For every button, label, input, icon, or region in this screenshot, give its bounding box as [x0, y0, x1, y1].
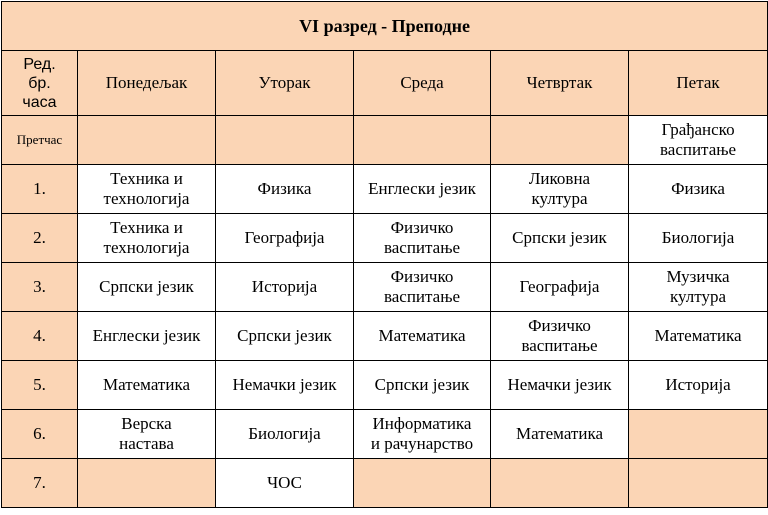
subject-line: Физика	[257, 179, 312, 198]
subject-line: Српски језик	[99, 277, 194, 296]
subject-cell	[78, 410, 216, 459]
period-label: 5.	[2, 361, 78, 410]
subject-cell	[354, 410, 491, 459]
subject-cell	[78, 214, 216, 263]
subject-line: Српски језик	[237, 326, 332, 345]
subject-cell	[629, 165, 768, 214]
empty-cell	[78, 116, 216, 165]
subject-line: Немачки језик	[507, 375, 612, 394]
subject-cell	[629, 361, 768, 410]
table-row	[2, 165, 768, 214]
subject-line: Ликовна	[528, 169, 591, 188]
subject-cell	[216, 263, 354, 312]
subject-cell	[491, 312, 629, 361]
day-header-monday: Понедељак	[78, 51, 216, 116]
timetable-body	[2, 116, 768, 508]
subject-line: настава	[119, 434, 174, 453]
subject-line: Српски језик	[374, 375, 470, 394]
empty-cell	[629, 459, 768, 508]
subject-line: и рачунарство	[370, 434, 474, 453]
subject-line: васпитање	[659, 140, 737, 159]
subject-cell	[629, 116, 768, 165]
subject-cell	[216, 410, 354, 459]
subject-line: Техника и	[110, 169, 183, 188]
subject-line: Математика	[102, 375, 191, 394]
subject-cell	[491, 214, 629, 263]
subject-line: Физика	[671, 179, 725, 198]
subject-cell	[354, 165, 491, 214]
period-number-header: Ред. бр. часа	[2, 51, 78, 116]
subject-line: Енглески језик	[368, 179, 476, 198]
subject-line: Географија	[244, 228, 325, 247]
subject-cell	[491, 165, 629, 214]
subject-line: Биологија	[248, 424, 321, 443]
subject-line: Српски језик	[512, 228, 607, 247]
subject-cell	[629, 214, 768, 263]
subject-cell	[78, 361, 216, 410]
subject-cell	[354, 361, 491, 410]
empty-cell	[491, 459, 629, 508]
table-row	[2, 214, 768, 263]
subject-line: Историја	[251, 277, 318, 296]
table-row	[2, 361, 768, 410]
subject-line: Верска	[121, 414, 172, 433]
period-label: 4.	[2, 312, 78, 361]
empty-cell	[629, 410, 768, 459]
subject-cell	[78, 263, 216, 312]
subject-line: Географија	[519, 277, 600, 296]
subject-cell	[491, 361, 629, 410]
subject-line: Биологија	[661, 228, 735, 247]
period-label: 3.	[2, 263, 78, 312]
table-row	[2, 459, 768, 508]
subject-cell	[629, 312, 768, 361]
day-header-thursday: Четвртак	[491, 51, 629, 116]
subject-cell	[491, 263, 629, 312]
subject-line: култура	[531, 189, 588, 208]
subject-line: технологија	[103, 238, 190, 257]
subject-line: Музичка	[666, 267, 730, 286]
table-row	[2, 410, 768, 459]
subject-cell	[216, 312, 354, 361]
subject-line: технологија	[103, 189, 190, 208]
empty-cell	[354, 459, 491, 508]
subject-line: ЧОС	[267, 473, 302, 492]
empty-cell	[78, 459, 216, 508]
period-label: 6.	[2, 410, 78, 459]
subject-line: васпитање	[383, 238, 461, 257]
table-row	[2, 116, 768, 165]
subject-line: Техника и	[110, 218, 183, 237]
subject-line: Физичко	[390, 267, 454, 286]
subject-line: Физичко	[528, 316, 591, 335]
subject-line: Немачки језик	[232, 375, 337, 394]
subject-cell	[216, 361, 354, 410]
timetable	[1, 1, 768, 508]
subject-cell	[629, 263, 768, 312]
subject-line: Грађанско	[661, 120, 735, 139]
subject-line: Математика	[515, 424, 604, 443]
subject-line: Физичко	[390, 218, 454, 237]
subject-cell	[354, 312, 491, 361]
period-label: 7.	[2, 459, 78, 508]
period-label: 1.	[2, 165, 78, 214]
subject-line: васпитање	[521, 336, 598, 355]
subject-line: Историја	[665, 375, 731, 394]
empty-cell	[216, 116, 354, 165]
subject-line: култура	[670, 287, 727, 306]
subject-line: Информатика	[372, 414, 472, 433]
subject-line: Математика	[654, 326, 742, 345]
subject-cell	[216, 459, 354, 508]
subject-cell	[216, 165, 354, 214]
day-header-tuesday: Уторак	[216, 51, 354, 116]
empty-cell	[491, 116, 629, 165]
subject-line: Енглески језик	[92, 326, 201, 345]
timetable-title: VI разред - Преподне	[2, 2, 768, 51]
subject-cell	[354, 214, 491, 263]
table-row	[2, 312, 768, 361]
period-label: 2.	[2, 214, 78, 263]
subject-cell	[354, 263, 491, 312]
subject-cell	[78, 312, 216, 361]
table-row	[2, 263, 768, 312]
subject-cell	[491, 410, 629, 459]
subject-cell	[78, 165, 216, 214]
period-label: Претчас	[2, 116, 78, 165]
subject-cell	[216, 214, 354, 263]
subject-line: васпитање	[383, 287, 461, 306]
subject-line: Математика	[378, 326, 466, 345]
day-header-wednesday: Среда	[354, 51, 491, 116]
day-header-friday: Петак	[629, 51, 768, 116]
empty-cell	[354, 116, 491, 165]
